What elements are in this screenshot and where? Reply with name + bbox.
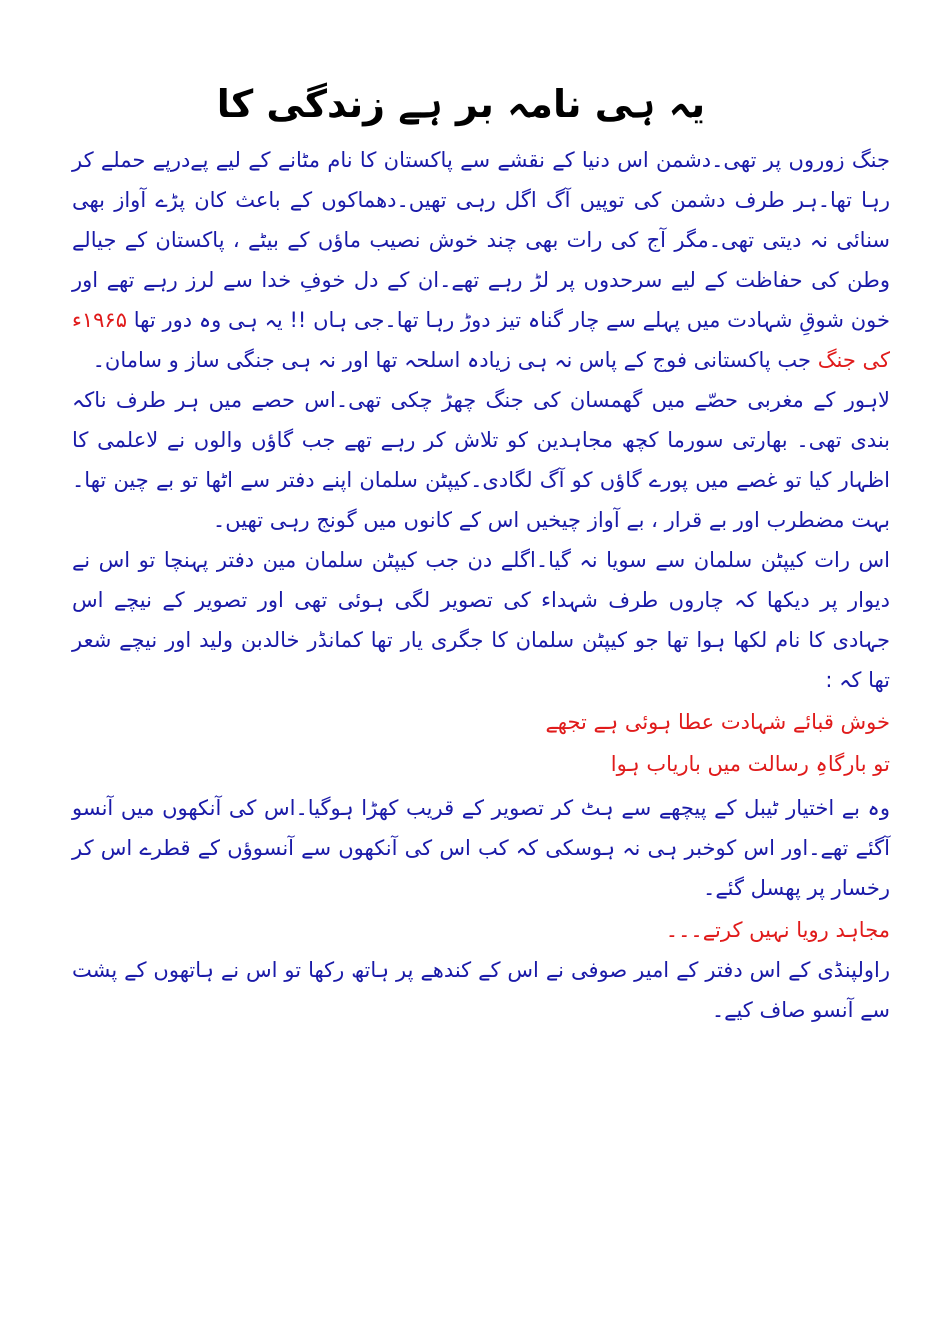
mujahid-line: مجاہد رویا نہیں کرتے۔۔۔	[665, 918, 890, 942]
paragraph-1-text-end: جب پاکستانی فوج کے پاس نہ ہی زیادہ اسلحہ تھا اور نہ ہی جنگی ساز و سامان۔	[92, 348, 812, 372]
paragraph-2: لاہور کے مغربی حصّے میں گھمسان کی جنگ چھڑ چکی تھی۔اس حصے میں ہر طرف ناکہ بندی تھی۔ بھارتی سورما کچھ مجاہدین کو تلاش کر رہے تھے جب گاؤں والوں نے لاعلمی کا اظہار کیا تو غصے میں پورے گاؤں کو آگ لگادی۔کیپٹن سلمان اپنے دفتر سے اٹھا تو بے چین تھا۔بہت مضطرب اور بے قرار ، بے آواز چیخیں اس کے کانوں میں گونج رہی تھیں۔	[72, 388, 890, 532]
paragraph-1-text: جنگ زوروں پر تھی۔دشمن اس دنیا کے نقشے سے پاکستان کا نام مٹانے کے لیے پےدرپے حملے کر رہا تھا۔ہر طرف دشمن کی توپیں آگ اگل رہی تھیں۔دھماکوں کے باعث کان پڑے آواز بھی سنائی نہ دیتی تھی۔مگر آج کی رات بھی چند خوش نصیب ماؤں کے بیٹے ، پاکستان کے جیالے وطن کی حفاظت کے لیے سرحدوں پر لڑ رہے تھے۔ان کے دل خوفِ خدا سے لرز رہے تھے اور خون شوقِ شہادت میں پہلے سے چار گناہ تیز دوڑ رہا تھا۔جی ہاں !! یہ ہی وہ دور تھا	[72, 148, 890, 332]
verse-line-1: خوش قبائے شہادت عطا ہوئی ہے تجھے	[545, 710, 890, 734]
paragraph-1	[72, 140, 890, 380]
paragraph-4: وہ بے اختیار ٹیبل کے پیچھے سے ہٹ کر تصویر کے قریب کھڑا ہوگیا۔اس کی آنکھوں میں آنسو آگئے تھے۔اور اس کوخبر ہی نہ ہوسکی کہ کب اس کی آنکھوں سے آنسوؤں کے قطرے اس کر رخسار پر پھسل گئے۔	[72, 796, 890, 900]
paragraph-5: راولپنڈی کے اس دفتر کے امیر صوفی نے اس کے کندھے پر ہاتھ رکھا تو اس نے ہاتھوں کے پشت سے آنسو صاف کیے۔	[72, 958, 890, 1022]
document-page	[72, 74, 890, 1030]
paragraph-3: اس رات کیپٹن سلمان سے سویا نہ گیا۔اگلے دن جب کیپٹن سلمان مین دفتر پہنچا تو اس نے دیوار پر دیکھا کہ چاروں طرف شہداء کی تصویر لگی ہوئی تھی اور تصویر کے نیچے اس جہادی کا نام لکھا ہوا تھا جو کیپٹن سلمان کا جگری یار تھا کمانڈر خالدبن ولید اور نیچے شعر تھا کہ :	[72, 548, 890, 692]
document-title: یہ ہی نامہ بر ہے زندگی کا	[216, 82, 706, 126]
war-1965-highlight: ۱۹۶۵ء کی جنگ	[72, 308, 890, 372]
verse-line-2: تو بارگاہِ رسالت میں باریاب ہوا	[610, 752, 890, 776]
